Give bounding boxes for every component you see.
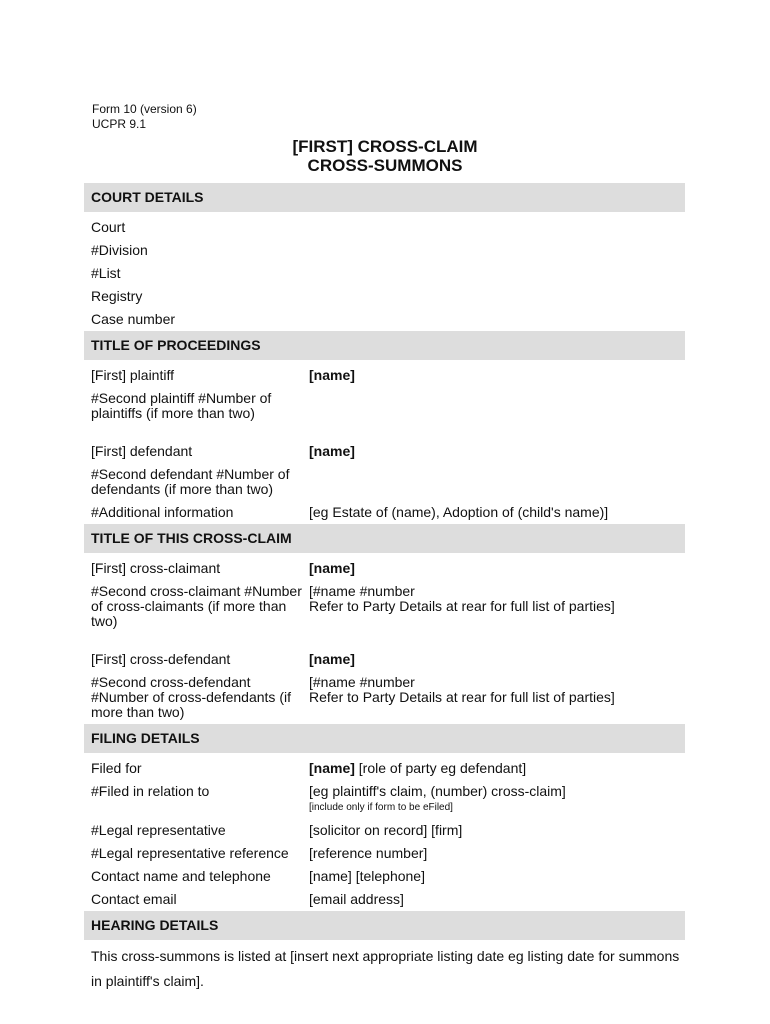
second-cross-defendant-row [84,671,685,724]
first-cross-defendant-row [84,648,685,671]
document-title [0,137,770,175]
contact-name-label: Contact name and telephone [91,868,271,884]
filed-in-relation-to-text: [eg plaintiff's claim, (number) cross-claim] [309,783,566,799]
title-of-cross-claim-header: TITLE OF THIS CROSS-CLAIM [84,524,685,553]
title-line-1: [FIRST] CROSS-CLAIM [292,137,478,156]
filed-for-role: [role of party eg defendant] [354,760,527,776]
division-row [84,239,685,262]
contact-email-row [84,888,685,911]
legal-representative-reference-row [84,842,685,865]
contact-name-value: [name] [telephone] [309,868,425,884]
second-cross-claimant-value-line-1: [#name #number [309,583,415,599]
contact-email-value: [email address] [309,891,404,907]
second-defendant-label: #Second defendant #Number of defendants (if more than two) [91,466,290,497]
first-plaintiff-label: [First] plaintiff [91,367,174,383]
court-details-header: COURT DETAILS [84,183,685,212]
list-row [84,262,685,285]
second-cross-defendant-value-line-1: [#name #number [309,674,415,690]
first-cross-claimant-label: [First] cross-claimant [91,560,221,576]
additional-information-label: #Additional information [91,504,234,520]
first-defendant-label: [First] defendant [91,443,193,459]
rule-reference: UCPR 9.1 [92,117,147,131]
form-body [84,183,685,994]
contact-email-label: Contact email [91,891,177,907]
title-of-proceedings-header: TITLE OF PROCEEDINGS [84,331,685,360]
form-reference [92,102,197,132]
court-row [84,216,685,239]
second-cross-defendant-value-line-2: Refer to Party Details at rear for full list of parties] [309,689,615,705]
additional-information-value: [eg Estate of (name), Adoption of (child's name)] [309,504,609,520]
second-cross-claimant-value [309,584,685,629]
filed-in-relation-to-row [84,780,685,819]
first-cross-defendant-label: [First] cross-defendant [91,651,231,667]
legal-representative-label: #Legal representative [91,822,226,838]
case-number-label: Case number [91,311,176,327]
first-cross-claimant-value: [name] [309,560,355,576]
second-defendant-row [84,463,685,501]
second-cross-claimant-value-line-2: Refer to Party Details at rear for full list of parties] [309,598,615,614]
first-defendant-row [84,440,685,463]
second-plaintiff-row [84,387,685,440]
filing-details-header: FILING DETAILS [84,724,685,753]
legal-representative-row [84,819,685,842]
filed-for-row [84,757,685,780]
second-cross-claimant-label: #Second cross-claimant #Number of cross-claimants (if more than two) [91,583,302,629]
efiled-note: [include only if form to be eFiled] [309,802,453,813]
legal-representative-reference-value: [reference number] [309,845,428,861]
second-cross-defendant-label: #Second cross-defendant #Number of cross-defendants (if more than two) [91,674,291,720]
case-number-row [84,308,685,331]
contact-name-row [84,865,685,888]
first-plaintiff-row [84,364,685,387]
title-line-2: CROSS-SUMMONS [307,156,463,175]
second-plaintiff-value [309,391,685,421]
first-plaintiff-value: [name] [309,367,355,383]
form-number: Form 10 (version 6) [92,102,197,116]
first-cross-defendant-value: [name] [309,651,355,667]
filed-in-relation-to-label: #Filed in relation to [91,783,210,799]
first-cross-claimant-row [84,557,685,580]
hearing-details-header: HEARING DETAILS [84,911,685,940]
second-defendant-value [309,467,685,497]
filed-in-relation-to-value [309,784,685,815]
list-label: #List [91,265,121,281]
additional-information-row [84,501,685,524]
second-cross-claimant-row [84,580,685,648]
filed-for-value [309,761,685,776]
legal-representative-reference-label: #Legal representative reference [91,845,289,861]
second-plaintiff-label: #Second plaintiff #Number of plaintiffs (if more than two) [91,390,272,421]
filed-for-label: Filed for [91,760,142,776]
second-cross-defendant-value [309,675,685,720]
legal-representative-value: [solicitor on record] [firm] [309,822,463,838]
registry-label: Registry [91,288,143,304]
filed-for-name: [name] [309,760,355,776]
court-label: Court [91,219,126,235]
division-label: #Division [91,242,148,258]
hearing-details-text: This cross-summons is listed at [insert next appropriate listing date eg listing date for summons in plaintiff's claim]. [91,948,680,989]
registry-row [84,285,685,308]
first-defendant-value: [name] [309,443,355,459]
